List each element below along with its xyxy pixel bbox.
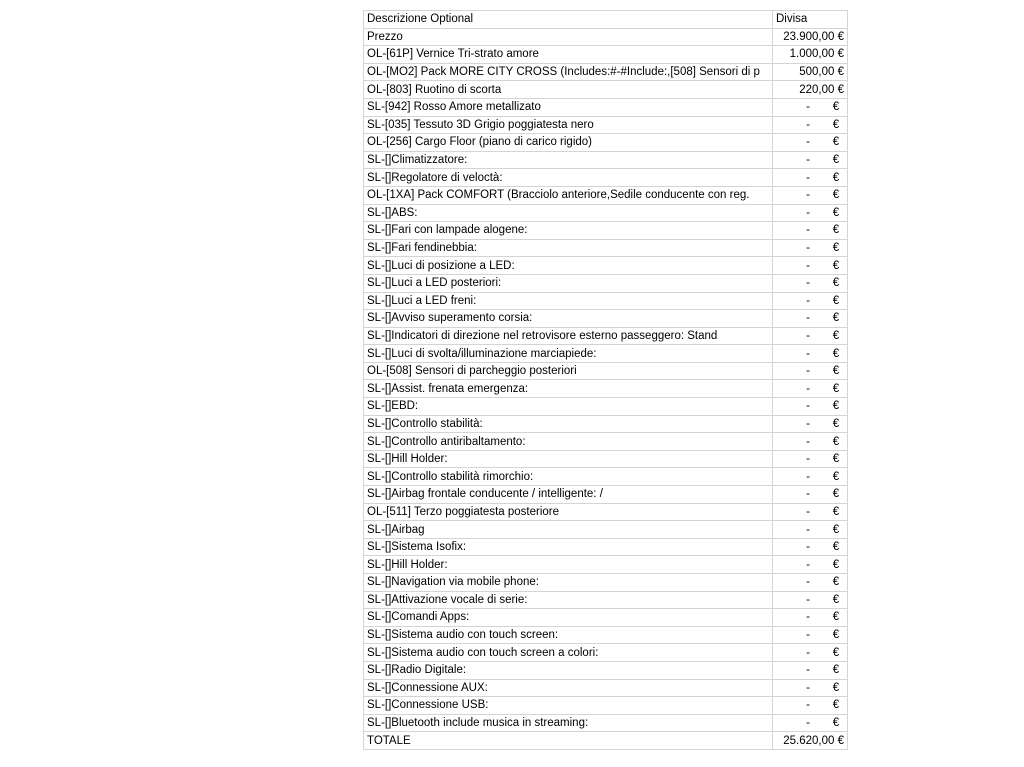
zero-dash: - — [806, 629, 810, 642]
zero-dash: - — [806, 118, 810, 131]
zero-price — [773, 310, 847, 326]
option-price-cell[interactable] — [773, 538, 848, 556]
zero-price — [773, 539, 847, 555]
zero-dash: - — [806, 611, 810, 624]
zero-price — [773, 240, 847, 256]
options-table — [363, 10, 848, 750]
zero-price — [773, 627, 847, 643]
zero-price — [773, 451, 847, 467]
euro-symbol: € — [832, 488, 840, 501]
option-description-cell[interactable]: SL-[]Navigation via mobile phone: — [364, 574, 773, 592]
table-row — [364, 134, 848, 152]
euro-symbol: € — [832, 611, 840, 624]
zero-price — [773, 504, 847, 520]
zero-price — [773, 522, 847, 538]
table-row — [364, 468, 848, 486]
option-description-cell[interactable]: SL-[]Sistema audio con touch screen: — [364, 626, 773, 644]
option-price-cell[interactable] — [773, 714, 848, 732]
option-price-cell[interactable] — [773, 521, 848, 539]
option-description-cell[interactable]: SL-[]Indicatori di direzione nel retrovisore esterno passeggero: Stand — [364, 327, 773, 345]
option-price-cell[interactable] — [773, 116, 848, 134]
euro-symbol: € — [832, 277, 840, 290]
option-price-cell[interactable] — [773, 679, 848, 697]
table-row — [364, 310, 848, 328]
zero-price — [773, 609, 847, 625]
option-description-cell[interactable]: SL-[]Radio Digitale: — [364, 661, 773, 679]
euro-symbol: € — [832, 189, 840, 202]
zero-price — [773, 293, 847, 309]
table-row — [364, 398, 848, 416]
option-price-cell[interactable] — [773, 644, 848, 662]
euro-symbol: € — [832, 523, 840, 536]
option-description-cell[interactable]: SL-[]Airbag frontale conducente / intelligente: / — [364, 486, 773, 504]
euro-symbol: € — [832, 101, 840, 114]
option-price-cell[interactable] — [773, 415, 848, 433]
zero-price — [773, 574, 847, 590]
table-row — [364, 362, 848, 380]
option-price-cell[interactable] — [773, 169, 848, 187]
euro-symbol: € — [832, 417, 840, 430]
table-row — [364, 556, 848, 574]
table-row — [364, 169, 848, 187]
option-description-cell[interactable]: SL-[]Connessione USB: — [364, 697, 773, 715]
euro-symbol: € — [832, 558, 840, 571]
zero-dash: - — [806, 593, 810, 606]
table-row — [364, 116, 848, 134]
zero-price — [773, 662, 847, 678]
total-row — [364, 732, 848, 750]
option-description-cell[interactable]: SL-[]Hill Holder: — [364, 556, 773, 574]
option-description-cell[interactable]: SL-[]Hill Holder: — [364, 450, 773, 468]
euro-symbol: € — [832, 699, 840, 712]
euro-symbol: € — [832, 576, 840, 589]
option-price-cell[interactable] — [773, 274, 848, 292]
euro-symbol: € — [832, 259, 840, 272]
zero-dash: - — [806, 329, 810, 342]
zero-price — [773, 715, 847, 731]
zero-price — [773, 697, 847, 713]
euro-symbol: € — [832, 664, 840, 677]
option-price-cell[interactable] — [773, 503, 848, 521]
zero-dash: - — [806, 136, 810, 149]
euro-symbol: € — [832, 400, 840, 413]
zero-price — [773, 398, 847, 414]
option-price-cell[interactable] — [773, 134, 848, 152]
zero-price — [773, 346, 847, 362]
option-description-cell[interactable]: SL-[]Avviso superamento corsia: — [364, 310, 773, 328]
zero-dash: - — [806, 505, 810, 518]
table-row — [364, 644, 848, 662]
zero-dash: - — [806, 347, 810, 360]
zero-dash: - — [806, 470, 810, 483]
zero-price — [773, 152, 847, 168]
options-table-body — [364, 11, 848, 750]
euro-symbol: € — [832, 329, 840, 342]
table-row — [364, 380, 848, 398]
option-description-cell[interactable]: SL-[]Regolatore di veloctà: — [364, 169, 773, 187]
zero-price — [773, 258, 847, 274]
zero-dash: - — [806, 646, 810, 659]
table-row — [364, 591, 848, 609]
header-currency[interactable]: Divisa — [773, 11, 848, 29]
option-description-cell[interactable]: SL-[]Assist. frenata emergenza: — [364, 380, 773, 398]
zero-dash: - — [806, 206, 810, 219]
zero-dash: - — [806, 365, 810, 378]
zero-dash: - — [806, 242, 810, 255]
euro-symbol: € — [832, 312, 840, 325]
table-row — [364, 186, 848, 204]
zero-dash: - — [806, 382, 810, 395]
option-price-cell[interactable] — [773, 433, 848, 451]
euro-symbol: € — [832, 470, 840, 483]
zero-dash: - — [806, 171, 810, 184]
option-description-cell[interactable]: SL-[]EBD: — [364, 398, 773, 416]
zero-price — [773, 486, 847, 502]
option-price-cell[interactable] — [773, 239, 848, 257]
option-description-cell[interactable]: OL-[MO2] Pack MORE CITY CROSS (Includes:#-#Include:,[508] Sensori di p — [364, 63, 773, 81]
option-description-cell[interactable]: SL-[]Luci di svolta/illuminazione marciapiede: — [364, 345, 773, 363]
option-price-cell[interactable] — [773, 327, 848, 345]
table-row — [364, 450, 848, 468]
zero-price — [773, 434, 847, 450]
option-price-cell[interactable] — [773, 362, 848, 380]
zero-price — [773, 592, 847, 608]
zero-dash: - — [806, 312, 810, 325]
table-row — [364, 486, 848, 504]
option-price-cell[interactable] — [773, 591, 848, 609]
zero-price — [773, 275, 847, 291]
zero-price — [773, 205, 847, 221]
total-label[interactable]: TOTALE — [364, 732, 773, 750]
zero-dash: - — [806, 576, 810, 589]
table-row — [364, 98, 848, 116]
option-description-cell[interactable]: OL-[511] Terzo poggiatesta posteriore — [364, 503, 773, 521]
option-price-cell[interactable] — [773, 310, 848, 328]
table-row — [364, 626, 848, 644]
euro-symbol: € — [832, 681, 840, 694]
euro-symbol: € — [832, 646, 840, 659]
option-description-cell[interactable]: SL-[]ABS: — [364, 204, 773, 222]
zero-price — [773, 469, 847, 485]
option-description-cell[interactable]: SL-[]Fari fendinebbia: — [364, 239, 773, 257]
option-price-cell[interactable] — [773, 380, 848, 398]
option-description-cell[interactable]: SL-[]Airbag — [364, 521, 773, 539]
zero-price — [773, 99, 847, 115]
option-price-cell[interactable]: 220,00 € — [773, 81, 848, 99]
zero-price — [773, 645, 847, 661]
table-row — [364, 521, 848, 539]
table-row — [364, 714, 848, 732]
zero-price — [773, 363, 847, 379]
option-description-cell[interactable]: SL-[]Climatizzatore: — [364, 151, 773, 169]
euro-symbol: € — [832, 541, 840, 554]
option-description-cell[interactable]: SL-[]Connessione AUX: — [364, 679, 773, 697]
option-price-cell[interactable] — [773, 292, 848, 310]
option-description-cell[interactable]: SL-[]Sistema audio con touch screen a colori: — [364, 644, 773, 662]
table-row — [364, 679, 848, 697]
table-row — [364, 345, 848, 363]
zero-dash: - — [806, 435, 810, 448]
zero-dash: - — [806, 101, 810, 114]
option-price-cell[interactable] — [773, 556, 848, 574]
table-row — [364, 415, 848, 433]
table-row — [364, 46, 848, 64]
euro-symbol: € — [832, 453, 840, 466]
euro-symbol: € — [832, 365, 840, 378]
option-price-cell[interactable] — [773, 398, 848, 416]
euro-symbol: € — [832, 629, 840, 642]
zero-dash: - — [806, 664, 810, 677]
euro-symbol: € — [832, 206, 840, 219]
zero-dash: - — [806, 488, 810, 501]
option-price-cell[interactable] — [773, 574, 848, 592]
table-row — [364, 239, 848, 257]
table-row — [364, 292, 848, 310]
option-price-cell[interactable] — [773, 151, 848, 169]
zero-dash: - — [806, 523, 810, 536]
table-row — [364, 63, 848, 81]
table-row — [364, 151, 848, 169]
option-price-cell[interactable] — [773, 204, 848, 222]
euro-symbol: € — [832, 171, 840, 184]
euro-symbol: € — [832, 593, 840, 606]
zero-dash: - — [806, 717, 810, 730]
zero-price — [773, 381, 847, 397]
table-row — [364, 503, 848, 521]
euro-symbol: € — [832, 435, 840, 448]
zero-price — [773, 328, 847, 344]
zero-dash: - — [806, 681, 810, 694]
euro-symbol: € — [832, 382, 840, 395]
zero-price — [773, 134, 847, 150]
zero-dash: - — [806, 154, 810, 167]
option-description-cell[interactable]: OL-[61P] Vernice Tri-strato amore — [364, 46, 773, 64]
option-description-cell[interactable]: SL-[]Luci a LED posteriori: — [364, 274, 773, 292]
zero-dash: - — [806, 699, 810, 712]
table-row — [364, 327, 848, 345]
option-price-cell[interactable] — [773, 661, 848, 679]
zero-price — [773, 557, 847, 573]
header-description[interactable]: Descrizione Optional — [364, 11, 773, 29]
option-price-cell[interactable] — [773, 222, 848, 240]
zero-dash: - — [806, 417, 810, 430]
table-row — [364, 274, 848, 292]
option-description-cell[interactable]: SL-[]Comandi Apps: — [364, 609, 773, 627]
option-price-cell[interactable] — [773, 486, 848, 504]
zero-dash: - — [806, 259, 810, 272]
zero-dash: - — [806, 224, 810, 237]
zero-price — [773, 222, 847, 238]
table-row — [364, 661, 848, 679]
header-row — [364, 11, 848, 29]
option-description-cell[interactable]: SL-[]Bluetooth include musica in streaming: — [364, 714, 773, 732]
option-description-cell[interactable]: Prezzo — [364, 28, 773, 46]
option-price-cell[interactable] — [773, 609, 848, 627]
option-description-cell[interactable]: SL-[]Controllo stabilità rimorchio: — [364, 468, 773, 486]
total-value[interactable]: 25.620,00 € — [773, 732, 848, 750]
euro-symbol: € — [832, 294, 840, 307]
option-description-cell[interactable]: OL-[256] Cargo Floor (piano di carico rigido) — [364, 134, 773, 152]
euro-symbol: € — [832, 717, 840, 730]
zero-price — [773, 170, 847, 186]
option-price-cell[interactable] — [773, 697, 848, 715]
table-row — [364, 574, 848, 592]
euro-symbol: € — [832, 224, 840, 237]
table-row — [364, 222, 848, 240]
option-description-cell[interactable]: SL-[]Sistema Isofix: — [364, 538, 773, 556]
zero-dash: - — [806, 189, 810, 202]
zero-dash: - — [806, 453, 810, 466]
option-description-cell[interactable]: SL-[035] Tessuto 3D Grigio poggiatesta nero — [364, 116, 773, 134]
option-description-cell[interactable]: SL-[]Controllo antiribaltamento: — [364, 433, 773, 451]
zero-price — [773, 416, 847, 432]
table-row — [364, 538, 848, 556]
option-price-cell[interactable] — [773, 257, 848, 275]
option-price-cell[interactable] — [773, 345, 848, 363]
option-price-cell[interactable]: 1.000,00 € — [773, 46, 848, 64]
euro-symbol: € — [832, 505, 840, 518]
euro-symbol: € — [832, 154, 840, 167]
option-description-cell[interactable]: SL-[942] Rosso Amore metallizato — [364, 98, 773, 116]
option-price-cell[interactable] — [773, 626, 848, 644]
option-description-cell[interactable]: SL-[]Attivazione vocale di serie: — [364, 591, 773, 609]
option-description-cell[interactable]: OL-[803] Ruotino di scorta — [364, 81, 773, 99]
euro-symbol: € — [832, 242, 840, 255]
euro-symbol: € — [832, 118, 840, 131]
zero-price — [773, 680, 847, 696]
table-row — [364, 28, 848, 46]
option-description-cell[interactable]: SL-[]Controllo stabilità: — [364, 415, 773, 433]
table-row — [364, 609, 848, 627]
zero-dash: - — [806, 277, 810, 290]
option-description-cell[interactable]: SL-[]Luci a LED freni: — [364, 292, 773, 310]
zero-dash: - — [806, 541, 810, 554]
zero-price — [773, 117, 847, 133]
table-row — [364, 433, 848, 451]
option-price-cell[interactable] — [773, 450, 848, 468]
zero-dash: - — [806, 294, 810, 307]
option-description-cell[interactable]: SL-[]Fari con lampade alogene: — [364, 222, 773, 240]
euro-symbol: € — [832, 347, 840, 360]
table-row — [364, 81, 848, 99]
option-description-cell[interactable]: OL-[1XA] Pack COMFORT (Bracciolo anteriore,Sedile conducente con reg. — [364, 186, 773, 204]
option-price-cell[interactable] — [773, 468, 848, 486]
zero-dash: - — [806, 400, 810, 413]
option-description-cell[interactable]: OL-[508] Sensori di parcheggio posteriori — [364, 362, 773, 380]
option-price-cell[interactable] — [773, 186, 848, 204]
table-row — [364, 257, 848, 275]
option-description-cell[interactable]: SL-[]Luci di posizione a LED: — [364, 257, 773, 275]
euro-symbol: € — [832, 136, 840, 149]
zero-dash: - — [806, 558, 810, 571]
table-row — [364, 204, 848, 222]
zero-price — [773, 187, 847, 203]
option-price-cell[interactable] — [773, 98, 848, 116]
option-price-cell[interactable]: 500,00 € — [773, 63, 848, 81]
option-price-cell[interactable]: 23.900,00 € — [773, 28, 848, 46]
table-row — [364, 697, 848, 715]
